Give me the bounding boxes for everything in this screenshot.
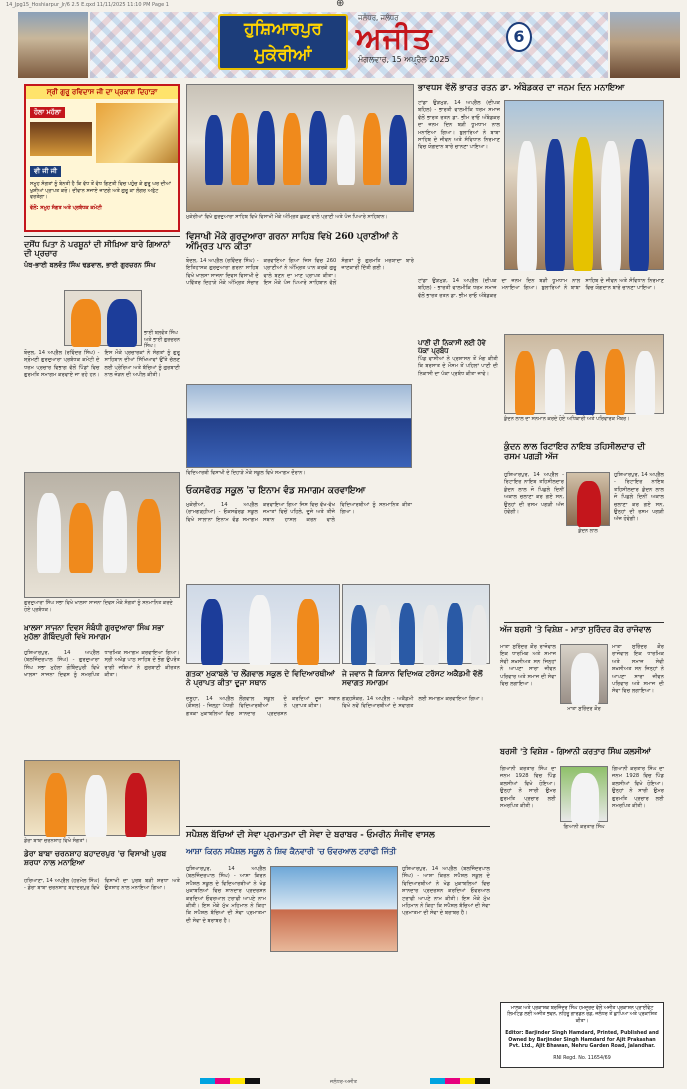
- brand-place: ਜਲੰਧਰ, ਜਲੰਧਰ: [358, 14, 399, 22]
- left-article-2-caption: ਗੁਰਦੁਆਰਾ ਸਿੰਘ ਸਭਾ ਵਿਖੇ ਖਾਲਸਾ ਸਾਜਨਾ ਦਿਵਸ ਮੌਕੇ ਸੰਗਤਾਂ ਨੂੰ ਸਨਮਾਨਿਤ ਕਰਦੇ ਹੋਏ ਪ੍ਰਬੰਧਕ।: [24, 600, 173, 613]
- masthead-left-photo: [18, 12, 88, 78]
- right-article-5-body: ਗਿਆਨੀ ਕਰਤਾਰ ਸਿੰਘ ਦਾ ਜਨਮ 1928 ਵਿਚ ਪਿੰਡ ਕਲਸੀਆਂ ਵਿਖੇ ਹੋਇਆ। ਉਨ੍ਹਾਂ ਨੇ ਸਾਰੀ ਉਮਰ ਗੁਰਮਤਿ ਪ੍ਰਚਾਰ ਲਈ ਸਮਰਪਿਤ ਕੀਤੀ।: [500, 766, 556, 810]
- imprint-box: [500, 1002, 664, 1068]
- imprint-punjabi: ਮਾਲਕ ਅਤੇ ਪ੍ਰਕਾਸ਼ਕ ਬਰਜਿੰਦਰ ਸਿੰਘ ਹਮਦਰਦ ਵੱਲੋਂ ਅਜੀਤ ਪ੍ਰਕਾਸ਼ਨ ਪ੍ਰਾਈਵੇਟ ਲਿਮਟਿਡ ਲਈ ਅਜੀਤ ਭਵਨ, ਨਹਿਰੂ ਗਾਰਡਨ ਰੋਡ, ਜਲੰਧਰ ਤੋਂ ਛਾਪਿਆ ਅਤੇ ਪ੍ਰਕਾਸ਼ਿਤ ਕੀਤਾ।: [507, 1006, 657, 1024]
- left-article-3-headline: ਡੇਰਾ ਬਾਬਾ ਚਰਨਸ਼ਾਹ ਬਹਾਦਰਪੁਰ 'ਚ ਵਿਸਾਖੀ ਪੁਰਬ ਸ਼ਰਧਾ ਨਾਲ ਮਨਾਇਆ: [24, 849, 167, 867]
- right-article-3-body: ਹੁਸ਼ਿਆਰਪੁਰ, 14 ਅਪ੍ਰੈਲ - ਰਿਟਾਇਰ ਨਾਇਬ ਤਹਿਸੀਲਦਾਰ ਕੁੰਦਨ ਲਾਲ ਜੋ ਪਿਛਲੇ ਦਿਨੀਂ ਅਕਾਲ ਚਲਾਣਾ ਕਰ ਗਏ ਸਨ, ਉਨ੍ਹਾਂ ਦੀ ਰਸਮ ਪਗੜੀ ਅੱਜ ਹੋਵੇਗੀ।: [504, 472, 564, 516]
- left-article-1-body: ਬੋਦਲ, 14 ਅਪ੍ਰੈਲ (ਰਵਿੰਦਰ ਸਿੰਘ) - ਸ਼੍ਰੋਮਣੀ ਗੁਰਦੁਆਰਾ ਪ੍ਰਬੰਧਕ ਕਮੇਟੀ ਦੇ ਧਰਮ ਪ੍ਰਚਾਰ ਵਿਭਾਗ ਵੱਲੋਂ ਪਿੰਡਾਂ ਵਿਚ ਗੁਰਮਤਿ ਸਮਾਗਮ ਕਰਵਾਏ ਜਾ ਰਹੇ ਹਨ। ਇਸ ਮੌਕੇ ਪ੍ਰਚਾਰਕਾਂ ਨੇ ਸੰਗਤਾਂ ਨੂੰ ਗੁਰੂ ਸਾਹਿਬਾਨ ਦੀਆਂ ਸਿੱਖਿਆਵਾਂ ਉੱਤੇ ਚੱਲਣ ਲਈ ਪ੍ਰੇਰਿਆ ਅਤੇ ਬੱਚਿਆਂ ਨੂੰ ਗੁਰਬਾਣੀ ਨਾਲ ਜੋੜਨ ਦੀ ਅਪੀਲ ਕੀਤੀ।: [24, 350, 180, 379]
- advertisement-box: [24, 84, 180, 232]
- divider: [504, 622, 664, 623]
- brand-name: ਅਜੀਤ: [356, 21, 433, 56]
- right-article-5-headline: ਬਰਸੀ 'ਤੇ ਵਿਸ਼ੇਸ਼ - ਗਿਆਨੀ ਕਰਤਾਰ ਸਿੰਘ ਕਲਸੀਆਂ: [500, 747, 651, 756]
- kundan-lal-label: ਕੁੰਦਨ ਲਾਲ: [578, 528, 598, 534]
- giani-kartar-singh-portrait: [560, 766, 608, 822]
- middle-article-2-headline: ਗਤਕਾ ਮੁਕਾਬਲੇ 'ਚ ਲੌਂਗਵਾਲ ਸਕੂਲ ਦੇ ਵਿਦਿਆਰਥੀਆਂ ਨੇ ਪ੍ਰਾਪਤ ਕੀਤਾ ਦੂਜਾ ਸਥਾਨ: [186, 669, 335, 687]
- divider: [186, 826, 490, 827]
- special-school-photo: [270, 866, 398, 952]
- advertisement-subtitle: ਹੋਲਾ ਮਹੱਲਾ: [30, 107, 65, 118]
- left-article-1-headline: ਦਸੌਂਧ ਪਿਤਾ ਨੇ ਪਰਸ਼ੂਨਾਂ ਦੀ ਸੀਖ਼ਿਆ ਬਾਰੇ ਗਿਆਨਾਂ ਦੀ ਪ੍ਰਚਾਰ: [24, 239, 171, 259]
- right-article-5-body-cont: ਗਿਆਨੀ ਕਰਤਾਰ ਸਿੰਘ ਦਾ ਜਨਮ 1928 ਵਿਚ ਪਿੰਡ ਕਲਸੀਆਂ ਵਿਖੇ ਹੋਇਆ। ਉਨ੍ਹਾਂ ਨੇ ਸਾਰੀ ਉਮਰ ਗੁਰਮਤਿ ਪ੍ਰਚਾਰ ਲਈ ਸਮਰਪਿਤ ਕੀਤੀ।: [612, 766, 664, 810]
- bottom-article-subheadline: ਆਸ਼ਾ ਕਿਰਨ ਸਪੈਸ਼ਲ ਸਕੂਲ ਨੇ ਸ਼ਿਵ ਕੈਨਵਾਰੀ 'ਚ ਓਵਰਆਲ ਟਰਾਫੀ ਜਿੱਤੀ: [186, 847, 397, 856]
- top-article-body: ਬੋਦਲ, 14 ਅਪ੍ਰੈਲ (ਰਵਿੰਦਰ ਸਿੰਘ) - ਇਤਿਹਾਸਕ ਗੁਰਦੁਆਰਾ ਗਰਨਾ ਸਾਹਿਬ ਵਿਖੇ ਖਾਲਸਾ ਸਾਜਨਾ ਦਿਵਸ ਵਿਸਾਖੀ ਦੇ ਪਵਿੱਤਰ ਦਿਹਾੜੇ ਮੌਕੇ ਅੰਮ੍ਰਿਤ ਸੰਚਾਰ ਕਰਵਾਇਆ ਗਿਆ ਜਿਸ ਵਿਚ 260 ਪ੍ਰਾਣੀਆਂ ਨੇ ਅੰਮ੍ਰਿਤ ਪਾਨ ਕਰਕੇ ਗੁਰੂ ਵਾਲੇ ਬਣਨ ਦਾ ਮਾਣ ਪ੍ਰਾਪਤ ਕੀਤਾ। ਇਸ ਮੌਕੇ ਪੰਜ ਪਿਆਰੇ ਸਾਹਿਬਾਨ ਵੱਲੋਂ ਸੰਗਤਾਂ ਨੂੰ ਗੁਰਮਤਿ ਮਰਯਾਦਾ ਬਾਰੇ ਜਾਣਕਾਰੀ ਦਿੱਤੀ ਗਈ।: [186, 258, 414, 287]
- imprint-regd: RNI Regd. No. 11654/69: [553, 1056, 611, 1062]
- advertisement-footer: ਵੱਲੋਂ: ਸਮੂਹ ਸੰਗਤ ਅਤੇ ਪ੍ਰਬੰਧਕ ਕਮੇਟੀ: [30, 204, 102, 211]
- left-article-2-photo: [24, 472, 180, 598]
- edition-city-1: ਹੁਸ਼ਿਆਰਪੁਰ: [244, 19, 322, 39]
- left-article-2-headline: ਖ਼ਾਲਸਾ ਸਾਜਨਾ ਦਿਵਸ ਸੰਬੰਧੀ ਗੁਰਦੁਆਰਾ ਸਿੰਘ ਸਭਾ ਮੁਹੱਲਾ ਗੋਬਿੰਦਪੁਰੀ ਵਿਖੇ ਸਮਾਗਮ: [24, 623, 164, 641]
- middle-photo-caption: ਵਿਦਿਆਰਥੀ ਵਿਸਾਖੀ ਦੇ ਦਿਹਾੜੇ ਮੌਕੇ ਸਕੂਲ ਵਿਖੇ ਸਮਾਗਮ ਦੌਰਾਨ।: [186, 470, 306, 476]
- left-article-1-photo: [64, 290, 142, 346]
- left-article-2-body: ਹੁਸ਼ਿਆਰਪੁਰ, 14 ਅਪ੍ਰੈਲ (ਬਲਜਿੰਦਰਪਾਲ ਸਿੰਘ) - ਗੁਰਦੁਆਰਾ ਸਿੰਘ ਸਭਾ ਮੁਹੱਲਾ ਗੋਬਿੰਦਪੁਰੀ ਵਿਖੇ ਖਾਲਸਾ ਸਾਜਨਾ ਦਿਵਸ ਨੂੰ ਸਮਰਪਿਤ ਧਾਰਮਿਕ ਸਮਾਗਮ ਕਰਵਾਇਆ ਗਿਆ। ਸ੍ਰੀ ਅਖੰਡ ਪਾਠ ਸਾਹਿਬ ਦੇ ਭੋਗ ਉਪਰੰਤ ਰਾਗੀ ਜਥਿਆਂ ਨੇ ਗੁਰਬਾਣੀ ਕੀਰਤਨ ਕੀਤਾ।: [24, 650, 180, 679]
- print-file-info: 14_Jpg15_Hoshiarpur_Jr/6 2.5 E.qxd 11/11/2025 11:10 PM Page 1: [6, 2, 169, 8]
- middle-article-1-body: ਮੁਕੇਰੀਆਂ, 14 ਅਪ੍ਰੈਲ (ਰਾਮਗੜ੍ਹੀਆ) - ਓਕਸਫੋਰਡ ਸਕੂਲ ਵਿਖੇ ਸਾਲਾਨਾ ਇਨਾਮ ਵੰਡ ਸਮਾਗਮ ਕਰਵਾਇਆ ਗਿਆ ਜਿਸ ਵਿਚ ਵੱਖ-ਵੱਖ ਜਮਾਤਾਂ ਵਿਚੋਂ ਪਹਿਲੇ, ਦੂਜੇ ਅਤੇ ਤੀਜੇ ਸਥਾਨ ਹਾਸਲ ਕਰਨ ਵਾਲੇ ਵਿਦਿਆਰਥੀਆਂ ਨੂੰ ਸਨਮਾਨਿਤ ਕੀਤਾ ਗਿਆ।: [186, 502, 412, 523]
- masthead: [18, 12, 680, 78]
- tehsildar-family-photo: [504, 334, 664, 414]
- edition-city-2: ਮੁਕੇਰੀਆਂ: [254, 45, 312, 65]
- masthead-pattern: [90, 12, 608, 78]
- advertisement-body: ਸਮੂਹ ਸੰਗਤਾਂ ਨੂੰ ਬੇਨਤੀ ਹੈ ਕਿ ਵੱਧ ਤੋਂ ਵੱਧ ਗਿਣਤੀ ਵਿਚ ਪਹੁੰਚ ਕੇ ਗੁਰੂ ਘਰ ਦੀਆਂ ਖੁਸ਼ੀਆਂ ਪ੍ਰਾਪਤ ਕਰੋ। ਦੀਵਾਨ ਸਜਾਏ ਜਾਣਗੇ ਅਤੇ ਗੁਰੂ ਕਾ ਲੰਗਰ ਅਤੁੱਟ ਵਰਤੇਗਾ।: [30, 181, 171, 200]
- right-article-3-headline: ਕੁੰਦਨ ਲਾਲ ਰਿਟਾਇਰ ਨਾਇਬ ਤਹਿਸੀਲਦਾਰ ਦੀ ਰਸਮ ਪਗੜੀ ਅੱਜ: [504, 441, 646, 461]
- kundan-lal-portrait: [566, 472, 610, 526]
- golden-temple-image: [30, 122, 92, 156]
- middle-article-3-body: ਗੜ੍ਹਸ਼ੰਕਰ, 14 ਅਪ੍ਰੈਲ - ਅਕੈਡਮੀ ਵਿਖੇ ਨਵੇਂ ਵਿਦਿਆਰਥੀਆਂ ਦੇ ਸਵਾਗਤ ਲਈ ਸਮਾਗਮ ਕਰਵਾਇਆ ਗਿਆ।: [342, 696, 484, 710]
- bottom-strip-text: ਜਲੰਧਰ-ਅਜੀਤ: [330, 1079, 357, 1085]
- gatka-photo: [186, 584, 340, 664]
- right-article-4-headline: ਅੱਜ ਬਰਸੀ 'ਤੇ ਵਿਸ਼ੇਸ਼ - ਮਾਤਾ ਸੁਰਿੰਦਰ ਕੌਰ ਰਾਜੋਵਾਲ: [500, 625, 651, 634]
- bottom-article-headline: ਸਪੈਸ਼ਲ ਬੱਚਿਆਂ ਦੀ ਸੇਵਾ ਪ੍ਰਮਾਤਮਾ ਦੀ ਸੇਵਾ ਦੇ ਬਰਾਬਰ - ਓਮਰੀਨ ਸੰਜੀਵ ਵਾਸਲ: [186, 829, 435, 839]
- left-article-3-body: ਹਰਿਆਣਾ, 14 ਅਪ੍ਰੈਲ (ਹਰਮੇਲ ਸਿੰਘ) - ਡੇਰਾ ਬਾਬਾ ਚਰਨਸ਼ਾਹ ਬਹਾਦਰਪੁਰ ਵਿਖੇ ਵਿਸਾਖੀ ਦਾ ਪੁਰਬ ਬੜੀ ਸ਼ਰਧਾ ਅਤੇ ਉਤਸ਼ਾਹ ਨਾਲ ਮਨਾਇਆ ਗਿਆ।: [24, 878, 180, 892]
- bottom-article-body-cont: ਹੁਸ਼ਿਆਰਪੁਰ, 14 ਅਪ੍ਰੈਲ (ਬਲਜਿੰਦਰਪਾਲ ਸਿੰਘ) - ਆਸ਼ਾ ਕਿਰਨ ਸਪੈਸ਼ਲ ਸਕੂਲ ਦੇ ਵਿਦਿਆਰਥੀਆਂ ਨੇ ਖੇਡ ਮੁਕਾਬਲਿਆਂ ਵਿਚ ਸ਼ਾਨਦਾਰ ਪ੍ਰਦਰਸ਼ਨ ਕਰਦਿਆਂ ਓਵਰਆਲ ਟਰਾਫੀ ਆਪਣੇ ਨਾਮ ਕੀਤੀ। ਇਸ ਮੌਕੇ ਮੁੱਖ ਮਹਿਮਾਨ ਨੇ ਕਿਹਾ ਕਿ ਸਪੈਸ਼ਲ ਬੱਚਿਆਂ ਦੀ ਸੇਵਾ ਪ੍ਰਮਾਤਮਾ ਦੀ ਸੇਵਾ ਦੇ ਬਰਾਬਰ ਹੈ।: [402, 866, 490, 917]
- mata-surinder-kaur-label: ਮਾਤਾ ਸੁਰਿੰਦਰ ਕੌਰ: [567, 706, 601, 712]
- giani-kartar-singh-label: ਗਿਆਨੀ ਕਰਤਾਰ ਸਿੰਘ: [563, 824, 605, 830]
- top-headline: ਵਿਸਾਖੀ ਮੌਕੇ ਗੁਰਦੁਆਰਾ ਗਰਨਾ ਸਾਹਿਬ ਵਿਖੇ 260 ਪ੍ਰਾਣੀਆਂ ਨੇ ਅੰਮ੍ਰਿਤ ਪਾਨ ਕੀਤਾ: [186, 232, 399, 253]
- middle-article-2-body: ਦਸੂਹਾ, 14 ਅਪ੍ਰੈਲ (ਕੌਸ਼ਲ) - ਜ਼ਿਲ੍ਹਾ ਪੱਧਰੀ ਗਤਕਾ ਮੁਕਾਬਲਿਆਂ ਵਿਚ ਲੌਂਗਵਾਲ ਸਕੂਲ ਦੇ ਵਿਦਿਆਰਥੀਆਂ ਨੇ ਸ਼ਾਨਦਾਰ ਪ੍ਰਦਰਸ਼ਨ ਕਰਦਿਆਂ ਦੂਜਾ ਸਥਾਨ ਪ੍ਰਾਪਤ ਕੀਤਾ।: [186, 696, 340, 717]
- right-article-1-headline: ਭਾਵਧਸ ਵੱਲੋਂ ਭਾਰਤ ਰਤਨ ਡਾ. ਅੰਬੇਡਕਰ ਦਾ ਜਨਮ ਦਿਨ ਮਨਾਇਆ: [418, 83, 625, 93]
- left-article-1-subheadline: ਪੰਥ-ਭਾਈ ਬਲਵੰਤ ਸਿੰਘ ਢਡਵਾਲ, ਭਾਈ ਗੁਰਚਰਨ ਸਿੰਘ: [24, 261, 156, 269]
- left-article-1-photo-caption: ਭਾਈ ਬਲਵੰਤ ਸਿੰਘ ਅਤੇ ਭਾਈ ਗੁਰਚਰਨ ਸਿੰਘ।: [144, 330, 180, 350]
- edition-city-box: [218, 14, 348, 70]
- shrine-image: [96, 103, 178, 163]
- right-article-1-body-cont: ਟਾਂਡਾ ਉੜਮੁੜ, 14 ਅਪ੍ਰੈਲ (ਦੀਪਕ ਬਹਿਲ) - ਭਾਰਤੀ ਵਾਲਮੀਕਿ ਧਰਮ ਸਮਾਜ ਵੱਲੋਂ ਭਾਰਤ ਰਤਨ ਡਾ. ਭੀਮ ਰਾਓ ਅੰਬੇਡਕਰ ਦਾ ਜਨਮ ਦਿਨ ਬੜੀ ਧੂਮਧਾਮ ਨਾਲ ਮਨਾਇਆ ਗਿਆ। ਬੁਲਾਰਿਆਂ ਨੇ ਬਾਬਾ ਸਾਹਿਬ ਦੇ ਜੀਵਨ ਅਤੇ ਸੰਵਿਧਾਨ ਨਿਰਮਾਣ ਵਿਚ ਯੋਗਦਾਨ ਬਾਰੇ ਚਾਨਣਾ ਪਾਇਆ।: [418, 278, 664, 299]
- academy-group-photo: [342, 584, 490, 664]
- left-article-3-caption: ਡੇਰਾ ਬਾਬਾ ਚਰਨਸ਼ਾਹ ਵਿਖੇ ਸੰਗਤਾਂ।: [24, 838, 88, 844]
- print-info-strip: [0, 0, 687, 12]
- ambedkar-jayanti-photo: [504, 100, 664, 270]
- right-article-1-body: ਟਾਂਡਾ ਉੜਮੁੜ, 14 ਅਪ੍ਰੈਲ (ਦੀਪਕ ਬਹਿਲ) - ਭਾਰਤੀ ਵਾਲਮੀਕਿ ਧਰਮ ਸਮਾਜ ਵੱਲੋਂ ਭਾਰਤ ਰਤਨ ਡਾ. ਭੀਮ ਰਾਓ ਅੰਬੇਡਕਰ ਦਾ ਜਨਮ ਦਿਨ ਬੜੀ ਧੂਮਧਾਮ ਨਾਲ ਮਨਾਇਆ ਗਿਆ। ਬੁਲਾਰਿਆਂ ਨੇ ਬਾਬਾ ਸਾਹਿਬ ਦੇ ਜੀਵਨ ਅਤੇ ਸੰਵਿਧਾਨ ਨਿਰਮਾਣ ਵਿਚ ਯੋਗਦਾਨ ਬਾਰੇ ਚਾਨਣਾ ਪਾਇਆ।: [418, 100, 500, 151]
- advertisement-title: ਸ੍ਰੀ ਗੁਰੂ ਰਵਿਦਾਸ ਜੀ ਦਾ ਪ੍ਰਕਾਸ਼ ਦਿਹਾੜਾ: [26, 86, 178, 99]
- bottom-strip: [0, 1076, 687, 1089]
- right-article-2-headline: ਪਾਣੀ ਦੀ ਨਿਕਾਸੀ ਲਈ ਹੋਵੇ ਪੱਕਾ ਪ੍ਰਬੰਧ: [418, 339, 486, 355]
- imprint-english: Editor: Barjinder Singh Hamdard, Printed, Published and Owned by Barjinder Singh Hamdard for Ajit Prakashan Pvt. Ltd., Ajit Bhawan, Nehru Garden Road, Jalandhar.: [505, 1031, 659, 1050]
- right-article-4-body: ਮਾਤਾ ਸੁਰਿੰਦਰ ਕੌਰ ਰਾਜੋਵਾਲ ਇਕ ਧਾਰਮਿਕ ਅਤੇ ਸਮਾਜ ਸੇਵੀ ਸ਼ਖ਼ਸੀਅਤ ਸਨ ਜਿਨ੍ਹਾਂ ਨੇ ਆਪਣਾ ਸਾਰਾ ਜੀਵਨ ਪਰਿਵਾਰ ਅਤੇ ਸਮਾਜ ਦੀ ਸੇਵਾ ਵਿਚ ਲਗਾਇਆ।: [500, 644, 556, 688]
- newspaper-brand: [352, 14, 502, 70]
- mata-surinder-kaur-portrait: [560, 644, 608, 704]
- page-number: 6: [506, 22, 532, 52]
- left-article-3-photo: [24, 760, 180, 836]
- right-article-2-body: ਪਿੰਡ ਵਾਸੀਆਂ ਨੇ ਪ੍ਰਸ਼ਾਸਨ ਤੋਂ ਮੰਗ ਕੀਤੀ ਕਿ ਬਰਸਾਤ ਦੇ ਮੌਸਮ ਤੋਂ ਪਹਿਲਾਂ ਪਾਣੀ ਦੀ ਨਿਕਾਸੀ ਦਾ ਪੱਕਾ ਪ੍ਰਬੰਧ ਕੀਤਾ ਜਾਵੇ।: [418, 356, 498, 377]
- top-photo-caption: ਮੁਕੇਰੀਆਂ ਵਿਖੇ ਗੁਰਦੁਆਰਾ ਸਾਹਿਬ ਵਿਖੇ ਵਿਸਾਖੀ ਮੌਕੇ ਅੰਮ੍ਰਿਤ ਛਕਣ ਵਾਲੇ ਪ੍ਰਾਣੀ ਅਤੇ ਪੰਜ ਪਿਆਰੇ ਸਾਹਿਬਾਨ।: [186, 214, 388, 220]
- advertisement-badge: ਵੀ ਜੀ ਜੀ: [30, 166, 61, 177]
- right-photo-caption: ਕੁੰਦਨ ਲਾਲ ਦਾ ਸਨਮਾਨ ਕਰਦੇ ਹੋਏ ਅਧਿਕਾਰੀ ਅਤੇ ਪਰਿਵਾਰਕ ਮੈਂਬਰ।: [504, 416, 630, 422]
- divider: [24, 236, 180, 237]
- school-students-photo: [186, 384, 412, 468]
- right-article-3-body-cont: ਹੁਸ਼ਿਆਰਪੁਰ, 14 ਅਪ੍ਰੈਲ - ਰਿਟਾਇਰ ਨਾਇਬ ਤਹਿਸੀਲਦਾਰ ਕੁੰਦਨ ਲਾਲ ਜੋ ਪਿਛਲੇ ਦਿਨੀਂ ਅਕਾਲ ਚਲਾਣਾ ਕਰ ਗਏ ਸਨ, ਉਨ੍ਹਾਂ ਦੀ ਰਸਮ ਪਗੜੀ ਅੱਜ ਹੋਵੇਗੀ।: [614, 472, 664, 523]
- masthead-right-photo: [610, 12, 680, 78]
- bottom-article-body: ਹੁਸ਼ਿਆਰਪੁਰ, 14 ਅਪ੍ਰੈਲ (ਬਲਜਿੰਦਰਪਾਲ ਸਿੰਘ) - ਆਸ਼ਾ ਕਿਰਨ ਸਪੈਸ਼ਲ ਸਕੂਲ ਦੇ ਵਿਦਿਆਰਥੀਆਂ ਨੇ ਖੇਡ ਮੁਕਾਬਲਿਆਂ ਵਿਚ ਸ਼ਾਨਦਾਰ ਪ੍ਰਦਰਸ਼ਨ ਕਰਦਿਆਂ ਓਵਰਆਲ ਟਰਾਫੀ ਆਪਣੇ ਨਾਮ ਕੀਤੀ। ਇਸ ਮੌਕੇ ਮੁੱਖ ਮਹਿਮਾਨ ਨੇ ਕਿਹਾ ਕਿ ਸਪੈਸ਼ਲ ਬੱਚਿਆਂ ਦੀ ਸੇਵਾ ਪ੍ਰਮਾਤਮਾ ਦੀ ਸੇਵਾ ਦੇ ਬਰਾਬਰ ਹੈ।: [186, 866, 266, 924]
- amrit-sanchar-photo: [186, 84, 414, 212]
- right-article-4-body-cont: ਮਾਤਾ ਸੁਰਿੰਦਰ ਕੌਰ ਰਾਜੋਵਾਲ ਇਕ ਧਾਰਮਿਕ ਅਤੇ ਸਮਾਜ ਸੇਵੀ ਸ਼ਖ਼ਸੀਅਤ ਸਨ ਜਿਨ੍ਹਾਂ ਨੇ ਆਪਣਾ ਸਾਰਾ ਜੀਵਨ ਪਰਿਵਾਰ ਅਤੇ ਸਮਾਜ ਦੀ ਸੇਵਾ ਵਿਚ ਲਗਾਇਆ।: [612, 644, 664, 695]
- edition-date: ਮੰਗਲਵਾਰ, 15 ਅਪ੍ਰੈਲ 2025: [358, 55, 450, 64]
- registration-mark-icon: ⊕: [336, 0, 345, 9]
- middle-article-1-headline: ਓਕਸਫੋਰਡ ਸਕੂਲ 'ਚ ਇਨਾਮ ਵੰਡ ਸਮਾਗਮ ਕਰਵਾਇਆ: [186, 486, 366, 496]
- middle-article-3-headline: ਜੇ ਜਵਾਨ ਜੈ ਕਿਸਾਨ ਵਿਦਿਅਕ ਟਰੱਸਟ ਅਕੈਡਮੀ ਵੱਲੋਂ ਸਵਾਗਤ ਸਮਾਗਮ: [342, 669, 483, 687]
